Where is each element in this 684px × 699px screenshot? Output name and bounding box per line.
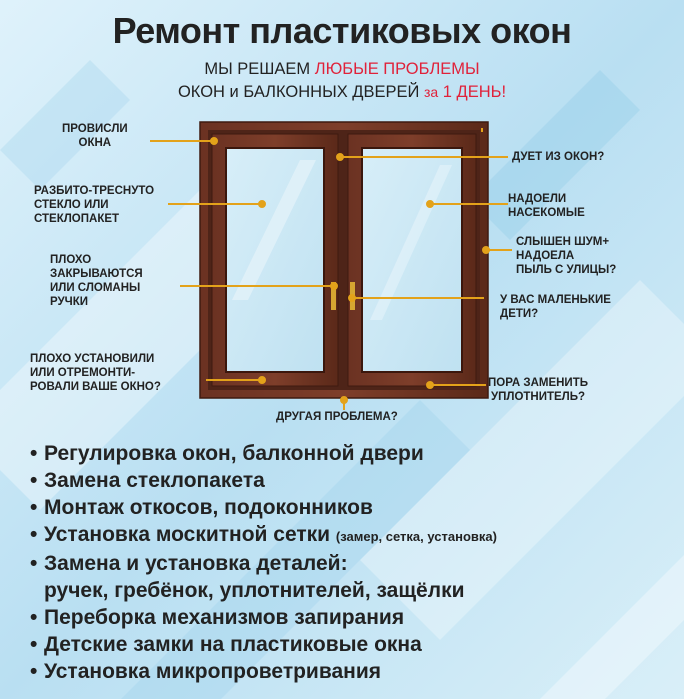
subtitle-highlight: 1 ДЕНЬ!: [438, 83, 507, 101]
subtitle-highlight: ЛЮБЫЕ ПРОБЛЕМЫ: [314, 60, 480, 78]
list-item: • Установка москитной сетки (замер, сетка, установка): [30, 523, 497, 546]
label-other-problem: ДРУГАЯ ПРОБЛЕМА?: [276, 411, 398, 423]
label-draft: ДУЕТ ИЗ ОКОН?: [512, 151, 605, 163]
subtitle-text: МЫ РЕШАЕМ: [204, 60, 315, 78]
list-item: • Замена стеклопакета: [30, 469, 265, 492]
label-bad-installation: ПЛОХО УСТАНОВИЛИ ИЛИ ОТРЕМОНТИ- РОВАЛИ ВАШЕ ОКНО?: [30, 353, 161, 393]
list-item: • Детские замки на пластиковые окна: [30, 633, 422, 656]
window-frame: [200, 122, 488, 398]
list-item: • Регулировка окон, балконной двери: [30, 442, 424, 465]
label-sagging-windows: ПРОВИСЛИ ОКНА: [62, 123, 128, 149]
page-title: Ремонт пластиковых окон: [112, 10, 572, 51]
label-cracked-glass: РАЗБИТО-ТРЕСНУТО СТЕКЛО ИЛИ СТЕКЛОПАКЕТ: [34, 185, 155, 225]
list-item: ручек, гребёнок, уплотнителей, защёлки: [44, 579, 465, 602]
subtitle-text: ОКОН и БАЛКОННЫХ ДВЕРЕЙ: [177, 83, 424, 101]
label-replace-seals: ПОРА ЗАМЕНИТЬ УПЛОТНИТЕЛЬ?: [488, 377, 588, 403]
label-insects: НАДОЕЛИ НАСЕКОМЫЕ: [508, 193, 585, 219]
services-list: [30, 440, 497, 685]
list-item: • Монтаж откосов, подоконников: [30, 496, 373, 519]
label-noise-dust: СЛЫШЕН ШУМ+ НАДОЕЛА ПЫЛЬ С УЛИЦЫ?: [516, 236, 617, 276]
list-item: • Переборка механизмов запирания: [30, 606, 405, 629]
label-broken-handles: ПЛОХО ЗАКРЫВАЮТСЯ ИЛИ СЛОМАНЫ РУЧКИ: [50, 254, 143, 308]
list-item: • Замена и установка деталей:: [30, 552, 348, 575]
subtitle-highlight: за: [423, 84, 439, 100]
list-item: • Установка микропроветривания: [30, 660, 381, 683]
label-small-children: У ВАС МАЛЕНЬКИЕ ДЕТИ?: [500, 294, 611, 320]
